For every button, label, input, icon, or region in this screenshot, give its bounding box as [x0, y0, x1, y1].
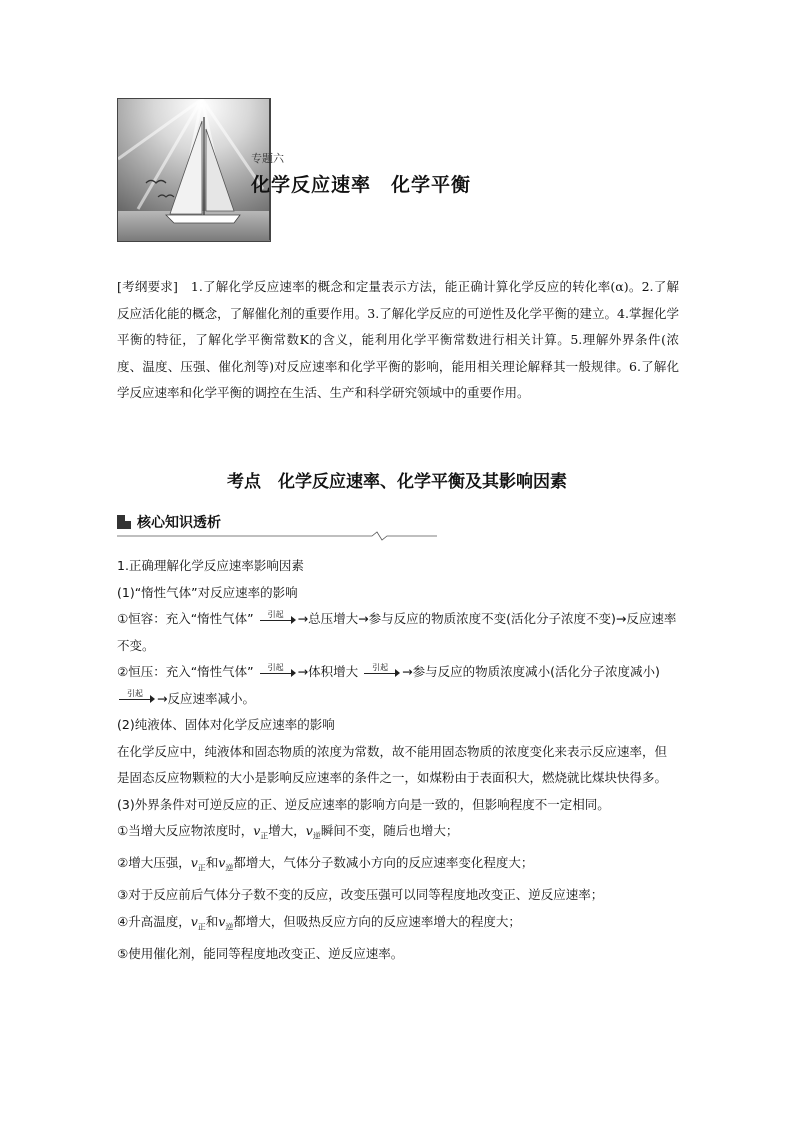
arrow-label: 引起 — [127, 689, 143, 698]
syllabus-requirements — [117, 274, 679, 407]
text-segment: ②恒压：充入“惰性气体” — [117, 664, 254, 679]
text-segment: 都增大，气体分子数减小方向的反应速率变化程度大； — [233, 855, 534, 870]
arrow-yinqi — [260, 609, 296, 627]
arrow-yinqi — [364, 662, 400, 680]
chapter-subtitle: 专题六 — [251, 152, 284, 165]
text-segment: →体积增大 — [297, 664, 359, 679]
requirements-label: [考纲要求] — [117, 279, 178, 294]
arrow-yinqi — [119, 689, 155, 706]
paragraph-4 — [117, 659, 679, 712]
text-segment: →参与反应的物质浓度减小(活化分子浓度减小) — [402, 664, 660, 679]
paragraph-1: 1.正确理解化学反应速率影响因素 — [117, 558, 304, 573]
paragraph-7: (3)外界条件对可逆反应的正、逆反应速率的影响方向是一致的，但影响程度不一定相同。 — [117, 796, 610, 812]
paragraph-2: (1)“惰性气体”对反应速率的影响 — [117, 584, 298, 600]
subscript: 正 — [260, 831, 269, 841]
section-header — [117, 512, 221, 532]
requirements-text: 1.了解化学反应速率的概念和定量表示方法，能正确计算化学反应的转化率(α)。2.了解反应活化能的概念，了解催化剂的重要作用。3.了解化学反应的可逆性及化学平衡的建立。4.掌握化学平衡的特征，了解化学平衡常数K的含义，能利用化学平衡常数进行相关计算。5.理解外界条件(浓度、温度、压强、催化剂等)对反应速率和化学平衡的影响，能用相关理论解释其一般规律。6.了解化学反应速率和化学平衡的调控在生活、生产和科学研究领域中的重要作用。 — [117, 279, 679, 400]
paragraph-8 — [117, 818, 679, 850]
text-segment: ②增大压强， — [117, 855, 191, 870]
text-segment: 都增大，但吸热反应方向的反应速率增大的程度大； — [233, 913, 521, 929]
arrow-label: 引起 — [267, 609, 284, 619]
paragraph-5: (2)纯液体、固体对化学反应速率的影响 — [117, 717, 335, 732]
subscript: 正 — [197, 863, 206, 873]
text-segment: 增大， — [268, 823, 306, 838]
text-segment: →反应速率减小。 — [157, 690, 255, 706]
text-segment: ④升高温度， — [117, 913, 191, 929]
arrow-yinqi — [260, 662, 296, 680]
subscript: 逆 — [312, 831, 321, 841]
text-segment: ①恒容：充入“惰性气体” — [117, 611, 254, 626]
v-symbol: v — [218, 855, 226, 870]
v-symbol: v — [190, 855, 198, 870]
v-symbol: v — [218, 913, 226, 929]
section-label: 核心知识透析 — [137, 515, 221, 531]
text-segment: 和 — [205, 913, 219, 929]
body-content — [117, 553, 679, 967]
v-symbol: v — [253, 823, 261, 838]
section-square-icon — [117, 515, 131, 529]
banner-frame-line — [269, 98, 270, 240]
section-divider — [117, 530, 437, 542]
arrow-label: 引起 — [267, 662, 284, 672]
chapter-title: 化学反应速率 化学平衡 — [251, 174, 472, 196]
text-segment: ①当增大反应物浓度时， — [117, 823, 254, 838]
sailboat-banner-image — [117, 98, 271, 242]
subscript: 逆 — [225, 922, 234, 931]
paragraph-6: 在化学反应中，纯液体和固态物质的浓度为常数，故不能用固态物质的浓度变化来表示反应速率，但是固态反应物颗粒的大小是影响反应速率的条件之一，如煤粉由于表面积大，燃烧就比煤块快得多。 — [117, 743, 668, 785]
text-segment: 瞬间不变，随后也增大； — [320, 823, 459, 838]
paragraph-10: ③对于反应前后气体分子数不变的反应，改变压强可以同等程度地改变正、逆反应速率； — [117, 887, 604, 902]
subscript: 正 — [197, 922, 206, 931]
paragraph-3 — [117, 606, 679, 659]
v-symbol: v — [305, 823, 313, 838]
arrow-label: 引起 — [372, 662, 389, 672]
subscript: 逆 — [225, 863, 234, 873]
paragraph-9 — [117, 850, 679, 882]
text-segment: 和 — [205, 855, 219, 870]
v-symbol: v — [190, 913, 198, 929]
topic-heading: 考点 化学反应速率、化学平衡及其影响因素 — [227, 472, 567, 492]
paragraph-12: ⑤使用催化剂，能同等程度地改变正、逆反应速率。 — [117, 945, 404, 961]
text-segment: →总压增大→参与反应的物质浓度不变(活化分子浓度不变)→反应速率不变。 — [117, 611, 677, 653]
paragraph-11 — [117, 909, 679, 941]
